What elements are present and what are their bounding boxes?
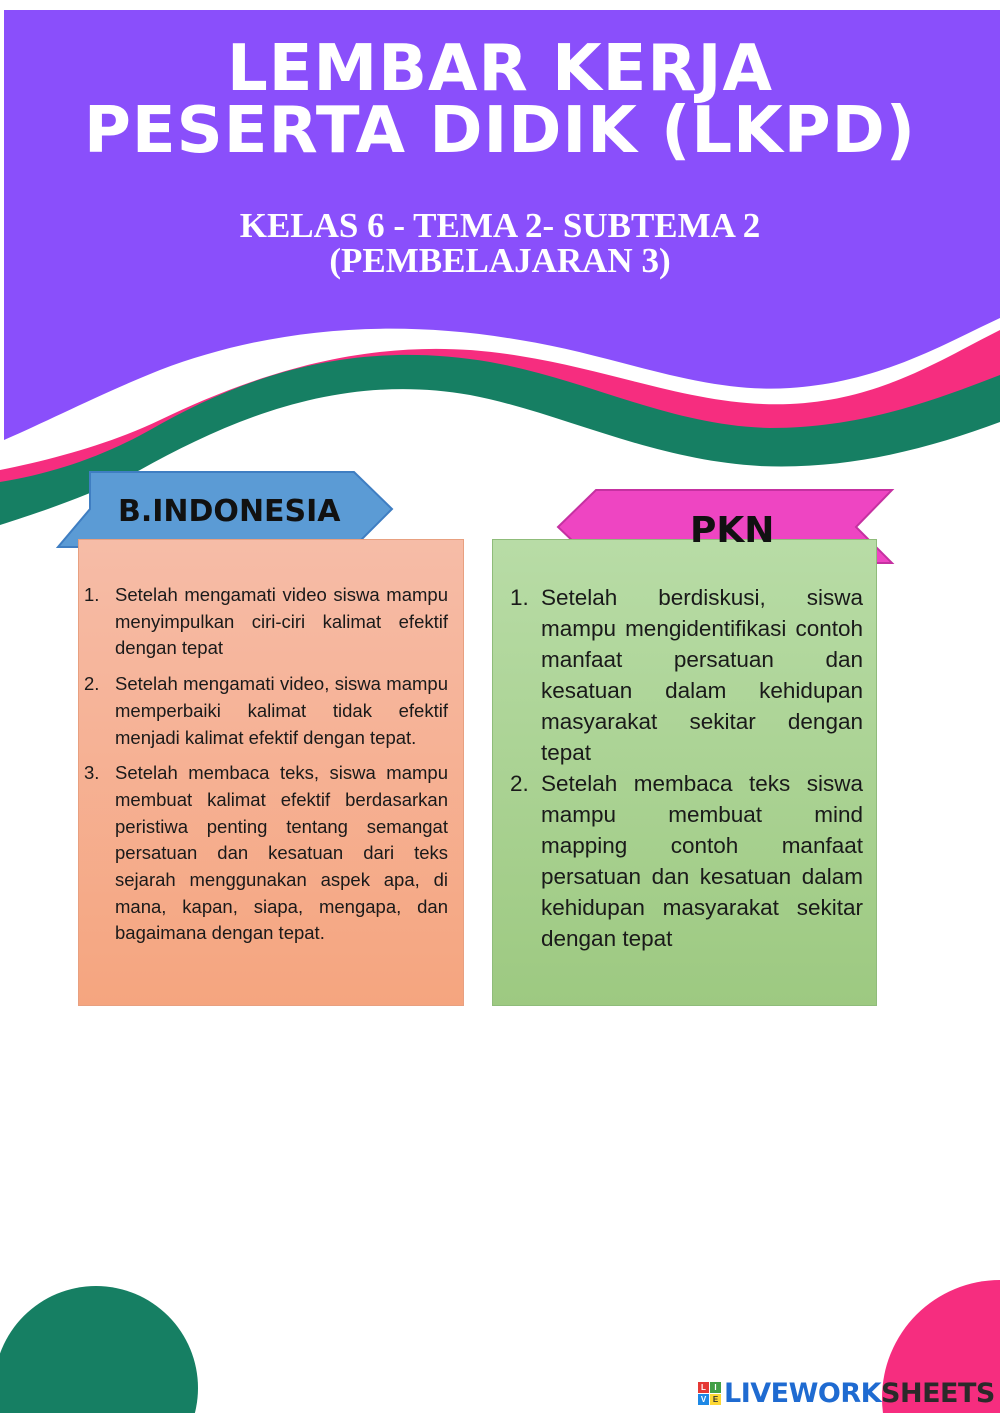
list-number: 2.: [84, 673, 100, 695]
list-item: [84, 760, 448, 947]
b-indonesia-label: B.INDONESIA: [118, 494, 341, 529]
list-number: 3.: [84, 762, 100, 784]
list-number: 2.: [510, 771, 529, 796]
list-text: Setelah mengamati video, siswa mampu memperbaiki kalimat tidak efektif menjadi kalimat efektif dengan tepat.: [115, 673, 448, 748]
brand-text-part2: SHEETS: [881, 1377, 995, 1409]
list-number: 1.: [510, 585, 529, 610]
list-text: Setelah berdiskusi, siswa mampu mengidentifikasi contoh manfaat persatuan dan kesatuan dalam kehidupan masyarakat sekitar dengan tepat: [541, 585, 863, 765]
list-text: Setelah membaca teks siswa mampu membuat mind mapping contoh manfaat persatuan dan kesatuan dalam kehidupan masyarakat sekitar dengan tepat: [541, 771, 863, 951]
subtitle-line-2: (PEMBELAJARAN 3): [329, 241, 671, 280]
b-indonesia-objectives-list: [84, 582, 448, 956]
list-number: 1.: [84, 584, 100, 605]
list-item: [510, 768, 863, 954]
title-line-2: PESERTA DIDIK (LKPD): [84, 94, 916, 168]
pkn-objectives-list: [510, 582, 863, 954]
liveworksheets-brand[interactable]: [698, 1376, 995, 1410]
list-item: [84, 671, 448, 751]
title-line-1: LEMBAR KERJA: [227, 32, 773, 106]
brand-text-part1: LIVEWORK: [724, 1377, 882, 1409]
list-text: Setelah mengamati video siswa mampu menyimpulkan ciri-ciri kalimat efektif dengan tepat: [115, 584, 448, 659]
list-item: [84, 582, 448, 662]
subtitle-line-1: KELAS 6 - TEMA 2- SUBTEMA 2: [239, 206, 761, 245]
list-item: [510, 582, 863, 768]
pkn-label: PKN: [690, 510, 775, 551]
list-text: Setelah membaca teks, siswa mampu membuat kalimat efektif berdasarkan peristiwa penting tentang semangat persatuan dan kesatuan dari teks sejarah menggunakan aspek apa, di mana, kapan, siapa, mengapa, dan bagaimana dengan tepat.: [115, 762, 448, 944]
liveworksheets-logo-icon: L I V E: [698, 1382, 721, 1405]
